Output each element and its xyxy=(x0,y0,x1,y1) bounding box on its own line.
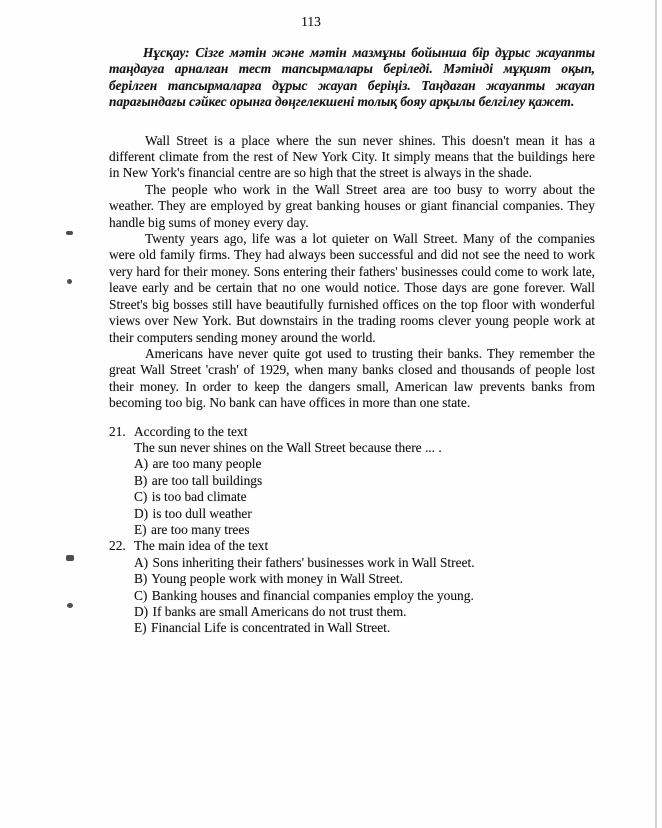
option-letter: A) xyxy=(134,456,149,472)
instruction-paragraph xyxy=(109,45,595,111)
question-21-option-d xyxy=(134,506,595,522)
question-21 xyxy=(109,424,595,539)
passage-paragraph-1: Wall Street is a place where the sun never shines. This doesn't mean it has a different climate from the rest of New York City. It simply means that the buildings here in New York's financial centre are so high that the street is always in the shade. xyxy=(109,132,595,181)
option-text: If banks are small Americans do not trust them. xyxy=(152,604,407,619)
instruction-label: Нұсқау: xyxy=(143,45,190,60)
question-21-heading xyxy=(109,423,595,440)
question-22-option-d xyxy=(134,604,595,620)
questions-section xyxy=(109,424,595,637)
scan-speck xyxy=(66,231,73,235)
passage-paragraph-4: Americans have never quite got used to trusting their banks. They remember the great Wall Street 'crash' of 1929, when many banks closed and thousands of people lost their money. In order to keep the dangers small, American law prevents banks from becoming too big. No bank can have offices in more than one state. xyxy=(109,345,595,411)
option-text: is too bad climate xyxy=(151,489,247,505)
question-22-option-e xyxy=(134,620,595,636)
question-21-title: According to the text xyxy=(134,423,248,439)
question-21-option-c xyxy=(134,489,595,505)
option-text: Banking houses and financial companies employ the young. xyxy=(151,587,474,603)
option-letter: B) xyxy=(134,571,148,587)
question-22-option-c xyxy=(134,588,595,604)
option-text: is too dull weather xyxy=(152,505,252,521)
scan-speck xyxy=(67,603,73,608)
question-22-title: The main idea of the text xyxy=(134,538,269,554)
option-letter: B) xyxy=(134,472,148,488)
option-text: are too many trees xyxy=(151,521,250,537)
question-21-option-e xyxy=(134,522,595,538)
question-21-option-a xyxy=(134,456,595,472)
question-21-stem: The sun never shines on the Wall Street because there ... . xyxy=(134,439,442,455)
question-22-option-a xyxy=(134,555,595,571)
question-22 xyxy=(109,538,595,636)
option-text: Sons inheriting their fathers' businesses work in Wall Street. xyxy=(152,554,475,570)
page-content xyxy=(109,45,595,637)
option-letter: D) xyxy=(134,604,149,619)
reading-passage xyxy=(109,133,595,412)
question-22-number: 22. xyxy=(109,538,126,554)
passage-paragraph-2: The people who work in the Wall Street area are too busy to worry about the weather. They are employed by great banking houses or giant financial companies. They handle big sums of money every day. xyxy=(109,181,595,230)
scan-speck xyxy=(67,279,72,284)
scan-edge-line xyxy=(655,0,657,828)
option-text: are too many people xyxy=(152,456,262,472)
option-letter: A) xyxy=(134,554,149,570)
page-number: 113 xyxy=(301,14,321,29)
option-text: Financial Life is concentrated in Wall Street. xyxy=(151,620,391,636)
scan-speck xyxy=(66,555,74,561)
option-letter: E) xyxy=(134,620,147,636)
question-22-option-b xyxy=(134,571,595,587)
option-text: Young people work with money in Wall Street. xyxy=(151,571,403,587)
question-21-number: 21. xyxy=(109,423,126,439)
passage-paragraph-3: Twenty years ago, life was a lot quieter on Wall Street. Many of the companies were old family firms. They had always been successful and did not see the need to work very hard for their money. Sons entering their fathers' businesses could come to work late, leave early and be certain that no one would notice. Those days are gone forever. Wall Street's big bosses still have beautifully furnished offices on the top floor with wonderful views over New York. But downstairs in the trading rooms clever young people work at their computers sending money around the world. xyxy=(109,231,595,345)
option-letter: C) xyxy=(134,587,148,603)
option-letter: C) xyxy=(134,489,148,505)
question-22-heading xyxy=(109,538,595,554)
option-text: are too tall buildings xyxy=(151,472,263,488)
question-21-option-b xyxy=(134,473,595,489)
option-letter: E) xyxy=(134,521,147,537)
instruction-text: Сізге мәтін және мәтін мазмұны бойынша бір дұрыс жауапты таңдауға арналған тест тапсырмалары беріледі. Мәтінді мұқият оқып, берілген тапсырмаларға дұрыс жауап беріңіз. Таңдаған жауапты жауап парағындағы сәйкес орынға дөңгелекшені толық бояу арқылы белгілеу қажет. xyxy=(109,45,595,110)
option-letter: D) xyxy=(134,505,149,521)
